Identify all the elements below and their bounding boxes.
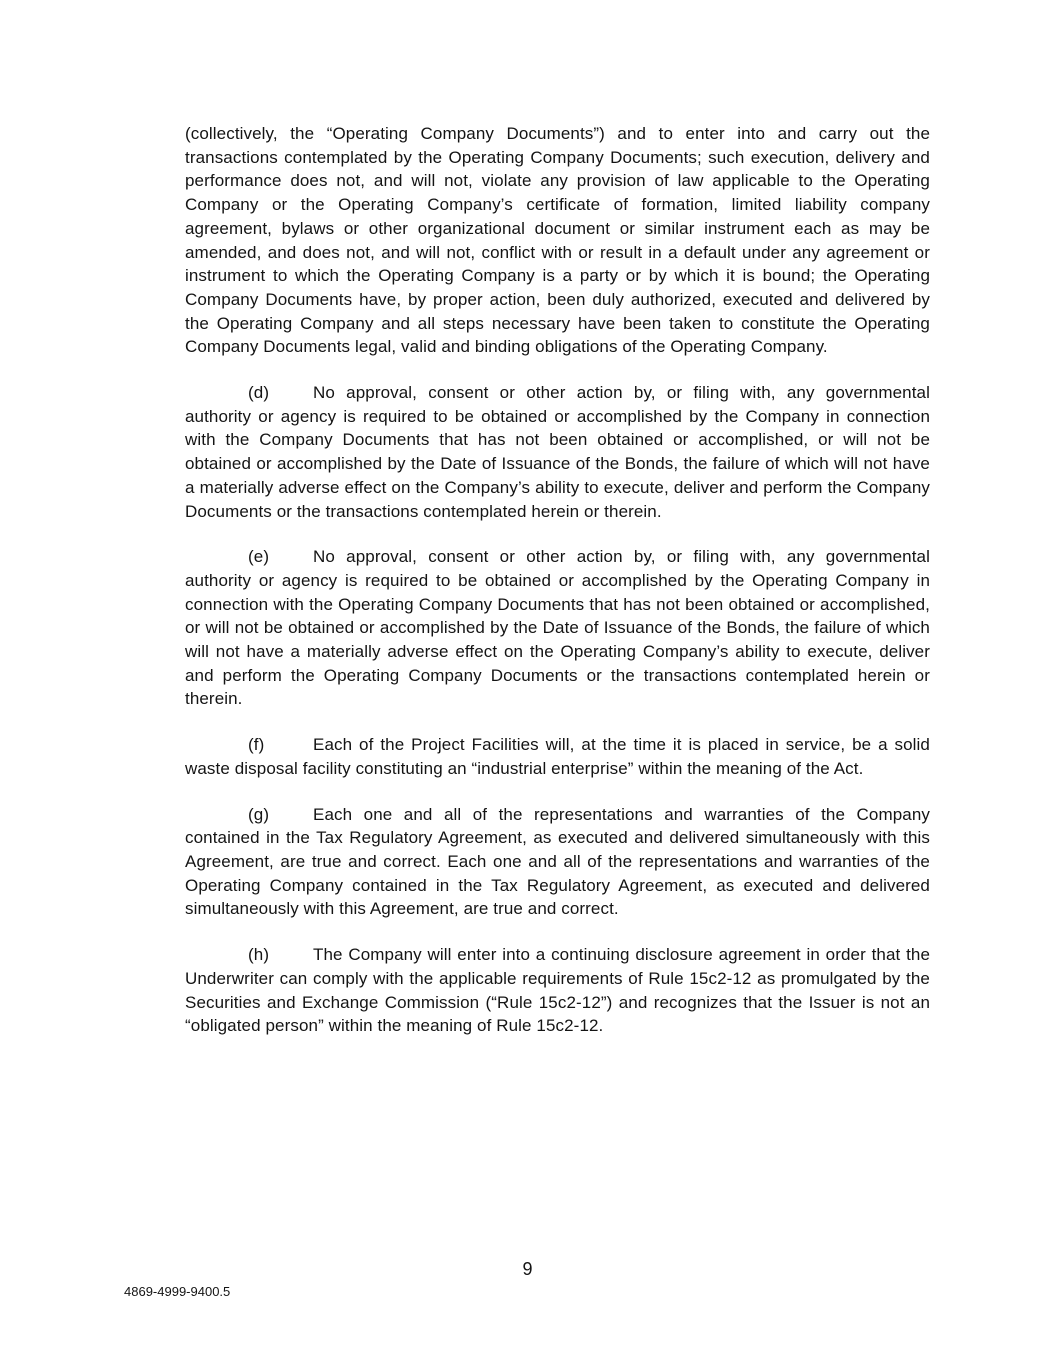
paragraph-text: Each of the Project Facilities will, at the time it is placed in service, be a solid waste disposal facility constituting an “industrial enterprise” within the meaning of the Act. — [185, 735, 930, 778]
paragraph-text: (collectively, the “Operating Company Documents”) and to enter into and carry out the transactions contemplated by the Operating Company Documents; such execution, delivery and performance does not, and will not, violate any provision of law applicable to the Operating Company or the Operating Company’s certificate of formation, limited liability company agreement, bylaws or other organizational document or similar instrument each as may be amended, and does not, and will not, conflict with or result in a default under any agreement or instrument to which the Operating Company is a party or by which it is bound; the Operating Company Documents have, by proper action, been duly authorized, executed and delivered by the Operating Company and all steps necessary have been taken to constitute the Operating Company Documents legal, valid and binding obligations of the Operating Company. — [185, 124, 930, 357]
paragraph-label: (e) — [248, 547, 270, 567]
page-number: 9 — [522, 1259, 533, 1279]
paragraph-text: The Company will enter into a continuing disclosure agreement in order that the Underwriter can comply with the applicable requirements of Rule 15c2-12 as promulgated by the Securities and Exchange Commission (“Rule 15c2-12”) and recognizes that the Issuer is not an “obligated person” within the meaning of Rule 15c2-12. — [185, 945, 930, 1036]
paragraph-text: No approval, consent or other action by, or filing with, any governmental authority or agency is required to be obtained or accomplished by the Operating Company in connection with the Operating Company Documents that has not been obtained or accomplished, or will not be obtained or accomplished by the Date of Issuance of the Bonds, the failure of which will not have a materially adverse effect on the Operating Company’s ability to execute, deliver and perform the Operating Company Documents or the transactions contemplated herein or therein. — [185, 547, 930, 709]
paragraph-text: Each one and all of the representations and warranties of the Company contained in the Tax Regulatory Agreement, as executed and delivered simultaneously with this Agreement, are true and correct. Each one and all of the representations and warranties of the Operating Company contained in the Tax Regulatory Agreement, as executed and delivered simultaneously with this Agreement, are true and correct. — [185, 804, 930, 919]
paragraph-label: (d) — [248, 383, 270, 403]
paragraph-f — [185, 733, 930, 780]
paragraph-label: (h) — [248, 945, 270, 965]
paragraph-h — [185, 943, 930, 1038]
paragraph-continuation — [185, 122, 930, 359]
paragraph-text: No approval, consent or other action by, or filing with, any governmental authority or agency is required to be obtained or accomplished by the Company in connection with the Company Documents that has not been obtained or accomplished, or will not be obtained or accomplished by the Date of Issuance of the Bonds, the failure of which will not have a materially adverse effect on the Company’s ability to execute, deliver and perform the Company Documents or the transactions contemplated herein or therein. — [185, 383, 930, 521]
paragraph-d — [185, 381, 930, 523]
paragraph-e — [185, 545, 930, 711]
document-body — [185, 122, 930, 1060]
paragraph-g — [185, 803, 930, 922]
paragraph-label: (f) — [248, 735, 265, 755]
paragraph-label: (g) — [248, 804, 270, 824]
footer-document-id: 4869-4999-9400.5 — [124, 1284, 231, 1299]
